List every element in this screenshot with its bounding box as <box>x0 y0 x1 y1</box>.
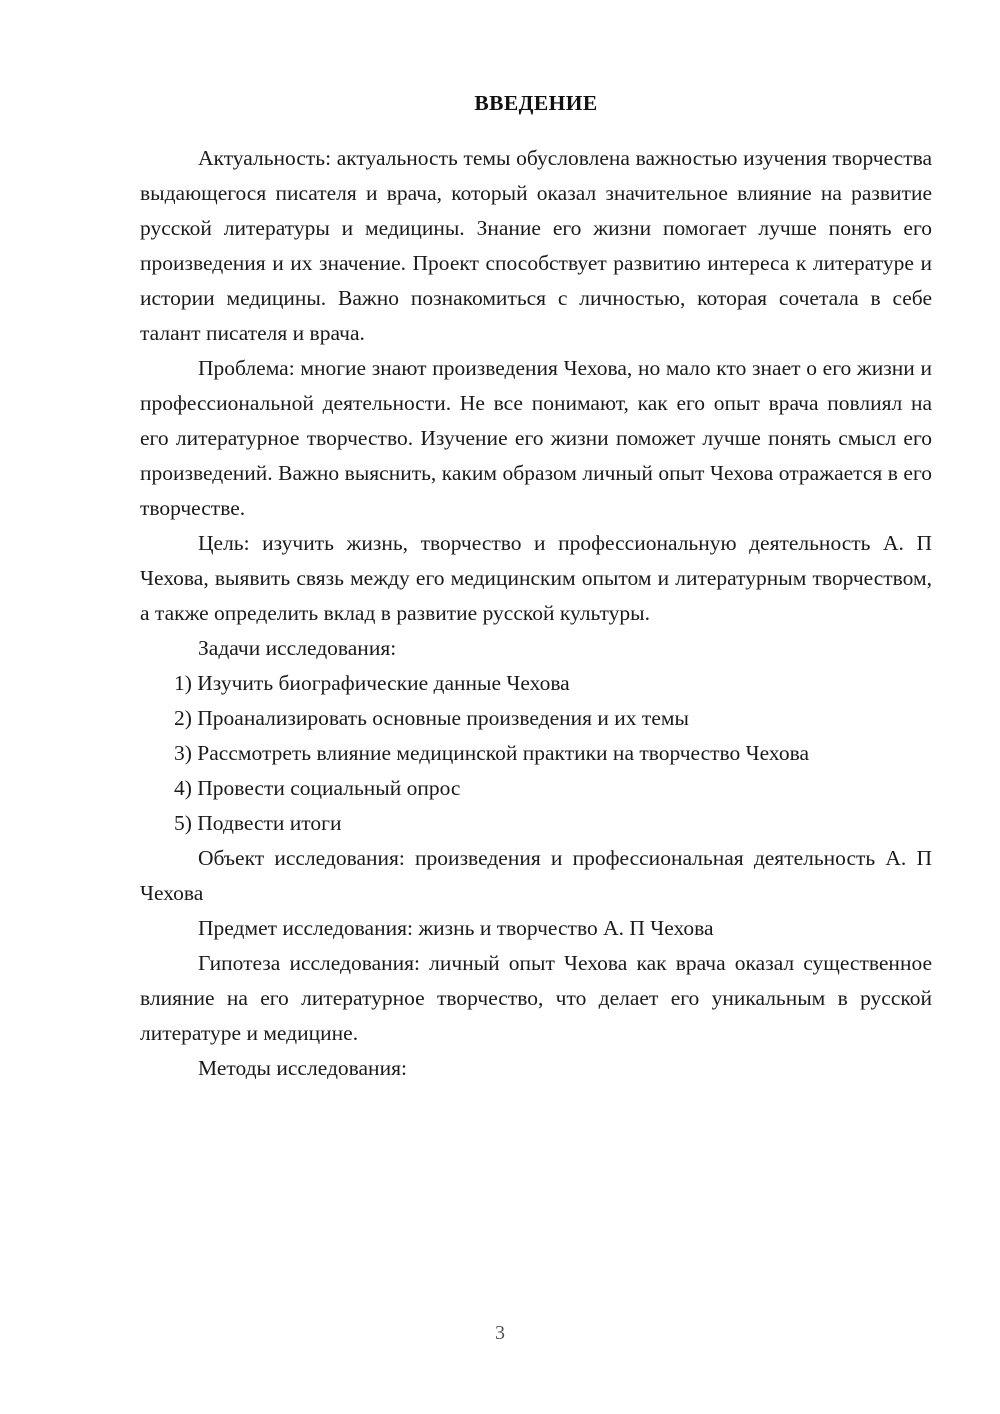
paragraph-relevance: Актуальность: актуальность темы обусловлена важностью изучения творчества выдающегося писателя и врача, который оказал значительное влияние на развитие русской литературы и медицины. Знание его жизни помогает лучше понять его произведения и их значение. Проект способствует развитию интереса к литературе и истории медицины. Важно познакомиться с личностью, которая сочетала в себе талант писателя и врача. <box>140 146 932 345</box>
paragraph-hypothesis: Гипотеза исследования: личный опыт Чехова как врача оказал существенное влияние на его литературное творчество, что делает его уникальным в русской литературе и медицине. <box>140 951 932 1045</box>
list-item: 4) Провести социальный опрос <box>174 776 461 800</box>
paragraph-object: Объект исследования: произведения и профессиональная деятельность А. П Чехова <box>140 846 932 905</box>
list-item: 5) Подвести итоги <box>174 811 342 835</box>
list-item: 2) Проанализировать основные произведения и их темы <box>174 706 689 730</box>
tasks-heading: Задачи исследования: <box>198 636 397 660</box>
page-number: 3 <box>495 1322 505 1344</box>
paragraph-goal: Цель: изучить жизнь, творчество и профессиональную деятельность А. П Чехова, выявить связь между его медицинским опытом и литературным творчеством, а также определить вклад в развитие русской культуры. <box>140 531 932 625</box>
list-item: 3) Рассмотреть влияние медицинской практики на творчество Чехова <box>174 741 810 765</box>
methods-heading: Методы исследования: <box>198 1056 407 1080</box>
list-item: 1) Изучить биографические данные Чехова <box>174 671 570 695</box>
page-title: ВВЕДЕНИЕ <box>474 91 598 115</box>
paragraph-problem: Проблема: многие знают произведения Чехова, но мало кто знает о его жизни и профессиональной деятельности. Не все понимают, как его опыт врача повлиял на его литературное творчество. Изучение его жизни поможет лучше понять смысл его произведений. Важно выяснить, каким образом личный опыт Чехова отражается в его творчестве. <box>140 356 932 520</box>
document-body <box>140 86 932 1086</box>
paragraph-subject: Предмет исследования: жизнь и творчество А. П Чехова <box>198 916 714 940</box>
